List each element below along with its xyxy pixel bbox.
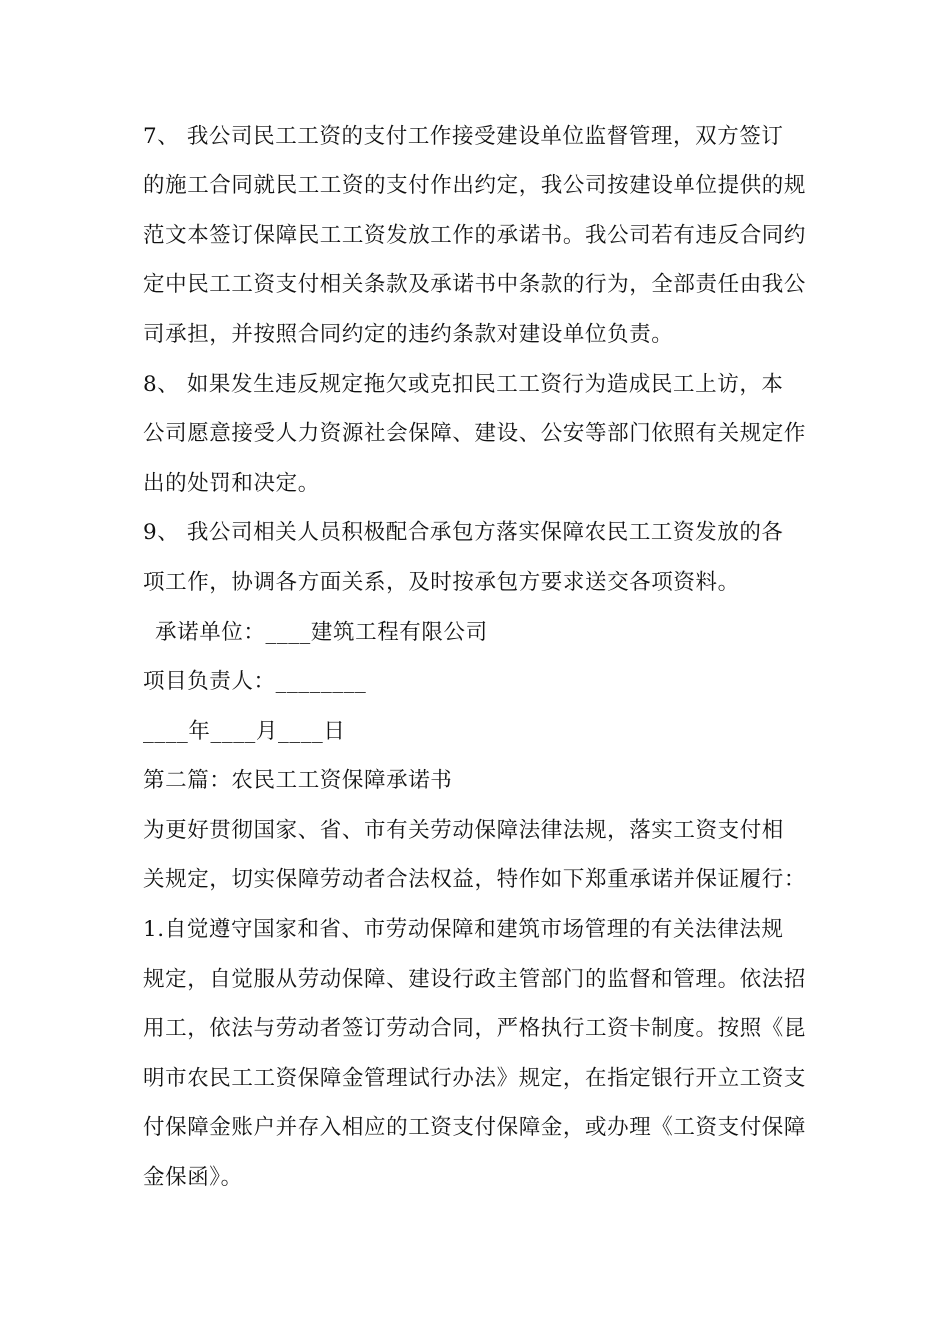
clause-7-line-3: 范文本签订保障民工工资发放工作的承诺书。我公司若有违反合同约	[143, 223, 807, 248]
item-1-line-1: 1.自觉遵守国家和省、市劳动保障和建筑市场管理的有关法律法规	[143, 917, 784, 942]
intro-line-2: 关规定，切实保障劳动者合法权益，特作如下郑重承诺并保证履行：	[143, 867, 807, 892]
clause-8-line-2: 公司愿意接受人力资源社会保障、建设、公安等部门依照有关规定作	[143, 421, 807, 446]
sign-date: ____年____月____日	[143, 719, 346, 744]
signing-unit: 承诺单位：____建筑工程有限公司	[155, 620, 488, 645]
section-two-title: 第二篇：农民工工资保障承诺书	[143, 768, 453, 793]
intro-line-1: 为更好贯彻国家、省、市有关劳动保障法律法规，落实工资支付相	[143, 818, 784, 843]
item-1-line-4: 明市农民工工资保障金管理试行办法》规定，在指定银行开立工资支	[143, 1066, 807, 1091]
item-1-line-5: 付保障金账户并存入相应的工资支付保障金，或办理《工资支付保障	[143, 1115, 807, 1140]
item-1-line-3: 用工，依法与劳动者签订劳动合同，严格执行工资卡制度。按照《昆	[143, 1016, 807, 1041]
clause-8-line-1: 8、 如果发生违反规定拖欠或克扣民工工资行为造成民工上访，本	[143, 372, 784, 397]
clause-8-line-3: 出的处罚和决定。	[143, 471, 320, 496]
clause-9-line-1: 9、 我公司相关人员积极配合承包方落实保障农民工工资发放的各	[143, 520, 784, 545]
item-1-line-6: 金保函》。	[143, 1165, 243, 1190]
clause-7-line-4: 定中民工工资支付相关条款及承诺书中条款的行为，全部责任由我公	[143, 272, 807, 297]
clause-7-line-1: 7、 我公司民工工资的支付工作接受建设单位监督管理，双方签订	[143, 124, 784, 149]
project-leader: 项目负责人：________	[143, 669, 367, 694]
clause-7-line-5: 司承担，并按照合同约定的违约条款对建设单位负责。	[143, 322, 674, 347]
item-1-line-2: 规定，自觉服从劳动保障、建设行政主管部门的监督和管理。依法招	[143, 967, 807, 992]
clause-7-line-2: 的施工合同就民工工资的支付作出约定，我公司按建设单位提供的规	[143, 173, 807, 198]
clause-9-line-2: 项工作，协调各方面关系，及时按承包方要求送交各项资料。	[143, 570, 740, 595]
